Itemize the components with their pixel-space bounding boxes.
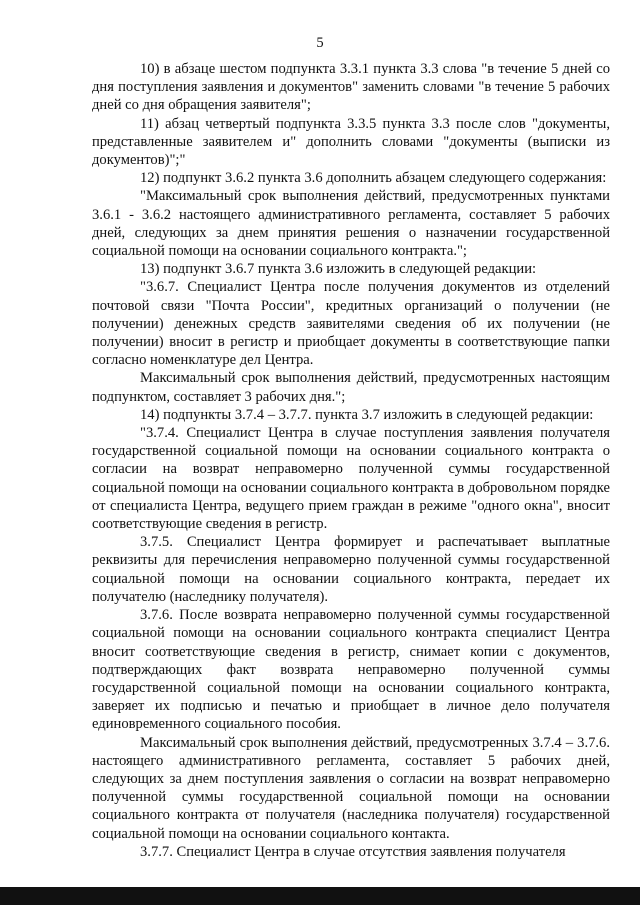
- paragraph-quote-3-6-2: "Максимальный срок выполнения действий, предусмотренных пунктами 3.6.1 - 3.6.2 настоящего административного регламента, составляет 5 рабочих дней, следующих за днем принятия решения о назначении государственной социальной помощи на основании социального контракта.";: [92, 188, 610, 260]
- scan-gap: [0, 880, 640, 887]
- scan-edge-bar: [0, 887, 640, 905]
- document-body: [92, 60, 610, 861]
- paragraph-3-7-6: 3.7.6. После возврата неправомерно полученной суммы государственной социальной помощи на основании социального контракта специалист Центра вносит соответствующие сведения в регистр, снимает копии с документов, подтверждающих факт возврата неправомерно полученной суммы государственной социальной помощи на основании социального контракта, заверяет их подписью и печатью и приобщает в личное дело получателя единовременного социального пособия.: [92, 607, 610, 733]
- paragraph-max-term-3-7: Максимальный срок выполнения действий, предусмотренных 3.7.4 – 3.7.6. настоящего административного регламента, составляет 5 рабочих дней, следующих за днем поступления заявления о согласии на возврат неправомерно полученной суммы государственной социальной помощи на основании социального контракта от получателя (наследника получателя) государственной социальной помощи на основании социального контакта.: [92, 734, 610, 842]
- paragraph-item-14: 14) подпункты 3.7.4 – 3.7.7. пункта 3.7 изложить в следующей редакции:: [140, 406, 594, 423]
- paragraph-item-10: 10) в абзаце шестом подпункта 3.3.1 пункта 3.3 слова "в течение 5 дней со дня поступления заявления и документов" заменить словами "в течение 5 рабочих дней со дня обращения заявителя";: [92, 61, 610, 114]
- paragraph-3-7-5: 3.7.5. Специалист Центра формирует и распечатывает выплатные реквизиты для перечисления неправомерно полученной суммы государственной социальной помощи на основании социального контракта, передает их получателю (наследнику получателя).: [92, 534, 610, 605]
- paragraph-item-12: 12) подпункт 3.6.2 пункта 3.6 дополнить абзацем следующего содержания:: [140, 170, 607, 187]
- paragraph-item-13: 13) подпункт 3.6.7 пункта 3.6 изложить в следующей редакции:: [140, 261, 537, 278]
- paragraph-quote-3-7-4: "3.7.4. Специалист Центра в случае поступления заявления получателя государственной социальной помощи на основании социального контракта о согласии на возврат неправомерно полученной суммы государственной социальной помощи на основании социального контракта в добровольном порядке от специалиста Центра, ведущего прием граждан в режиме "одного окна", вносит соответствующие сведения в регистр.: [92, 425, 610, 533]
- page-number: 5: [316, 35, 324, 51]
- paragraph-item-11: 11) абзац четвертый подпункта 3.3.5 пункта 3.3 после слов "документы, представленные заявителем и" дополнить словами "документы (выписки из документов)";": [92, 115, 610, 169]
- paragraph-max-term-3-6-7: Максимальный срок выполнения действий, предусмотренных настоящим подпунктом, составляет 3 рабочих дня.";: [92, 370, 610, 405]
- paragraph-3-7-7: 3.7.7. Специалист Центра в случае отсутствия заявления получателя: [140, 843, 566, 860]
- paragraph-quote-3-6-7: "3.6.7. Специалист Центра после получения документов из отделений почтовой связи "Почта России", кредитных организаций о получении (не получении) денежных средств заявителями сведения об их получении (не получении) вносит в регистр и приобщает документы в соответствующие папки согласно номенклатуре дел Центра.: [92, 279, 610, 369]
